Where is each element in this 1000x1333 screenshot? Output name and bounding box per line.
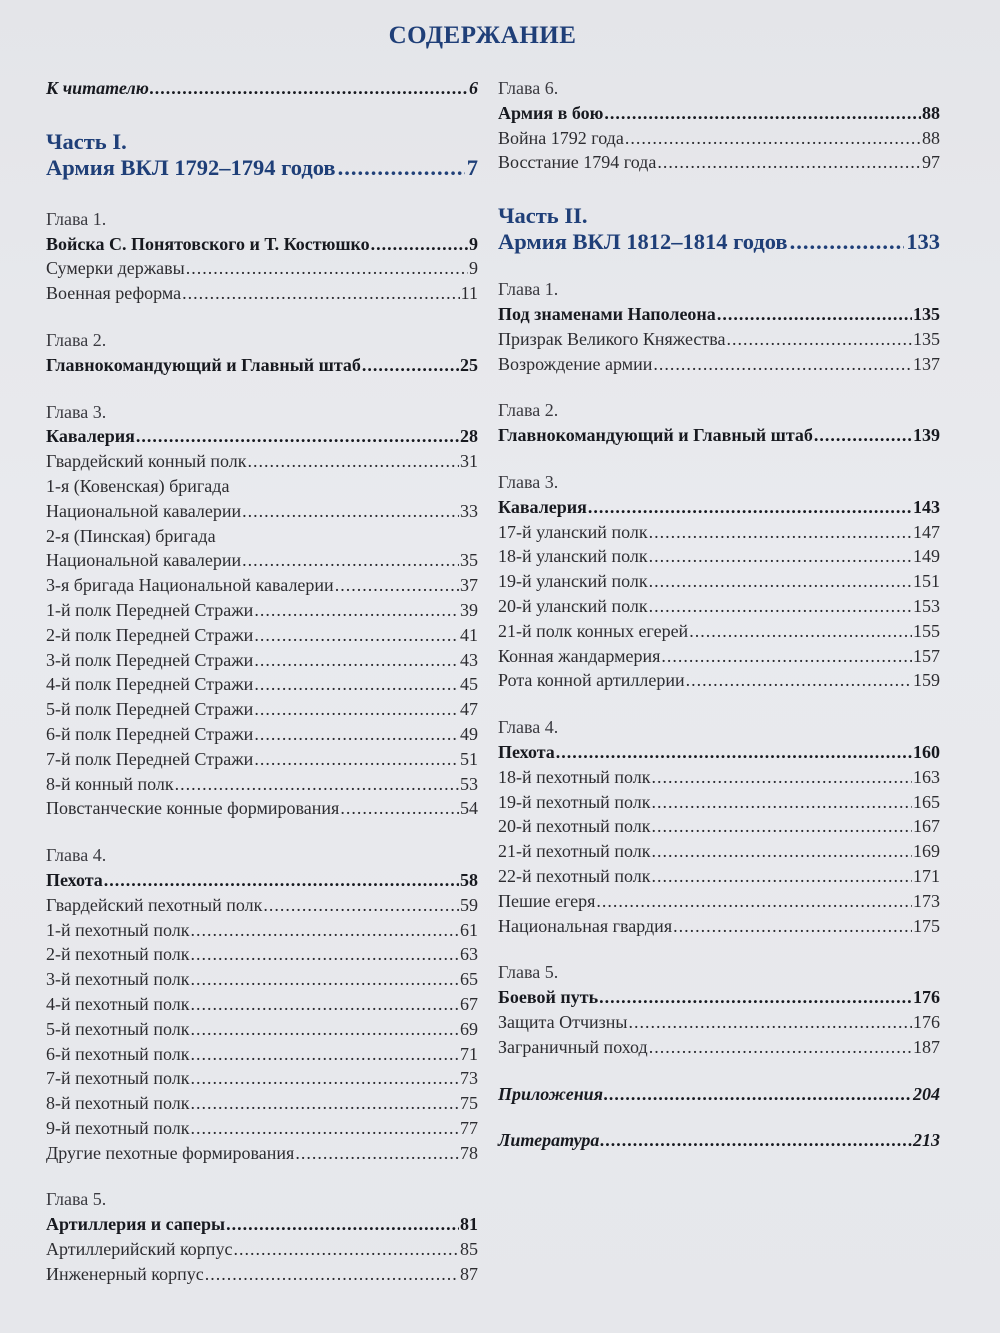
toc-entry-label: Национальная гвардия (498, 915, 673, 936)
chapter-label: Глава 1. (498, 279, 559, 300)
toc-entry-page: 49 (460, 723, 478, 744)
toc-entry[interactable] (498, 544, 940, 569)
toc-entry-label: Национальной кавалерии (46, 550, 242, 571)
chapter-entries (498, 495, 940, 693)
toc-entry-page: 87 (460, 1263, 478, 1284)
toc-entry-label: Кавалерия (46, 426, 135, 447)
toc-entry[interactable] (498, 765, 940, 790)
toc-entry[interactable] (498, 126, 940, 151)
toc-entry-page: 69 (460, 1018, 478, 1039)
toc-entry-page: 71 (460, 1043, 478, 1064)
toc-entry-page: 58 (460, 869, 478, 890)
dot-leader (190, 918, 459, 943)
toc-entry-page: 139 (913, 425, 940, 446)
chapter-entries (498, 423, 940, 448)
dot-leader (182, 281, 460, 306)
dot-leader (242, 548, 459, 573)
toc-entry-label: Приложения (498, 1083, 603, 1104)
toc-entry-label: К читателю (46, 78, 149, 98)
toc-entry[interactable] (46, 353, 478, 378)
toc-entry-label: Национальной кавалерии (46, 500, 242, 521)
dot-leader (362, 353, 459, 378)
dot-leader (625, 126, 921, 151)
dot-leader (190, 1116, 459, 1141)
toc-entry-page: 77 (460, 1117, 478, 1138)
toc-entry-page: 159 (913, 670, 940, 691)
dot-leader (254, 747, 459, 772)
toc-entry[interactable] (46, 722, 478, 747)
toc-entry-page: 53 (460, 773, 478, 794)
toc-entry-page: 65 (460, 969, 478, 990)
toc-entry[interactable] (46, 232, 478, 257)
toc-left-column (46, 76, 478, 1287)
toc-entry[interactable] (498, 668, 940, 693)
toc-entry[interactable] (498, 302, 940, 327)
toc-entry-label: Защита Отчизны (498, 1011, 628, 1032)
toc-entry-label: 3-я бригада Национальной кавалерии (46, 575, 334, 596)
dot-leader (254, 672, 459, 697)
toc-entry-label: 21-й пехотный полк (498, 841, 651, 862)
toc-entry-page: 176 (913, 1011, 940, 1032)
toc-entry-label: 19-й уланский полк (498, 571, 648, 592)
toc-entry-label: Войска С. Понятовского и Т. Костюшко (46, 233, 370, 254)
toc-entry-label: 18-й пехотный полк (498, 766, 651, 787)
dot-leader (790, 229, 905, 255)
toc-entry[interactable] (46, 1237, 478, 1262)
dot-leader (814, 423, 912, 448)
toc-entry-label: 6-й пехотный полк (46, 1043, 190, 1064)
toc-entry-label: 3-й полк Передней Стражи (46, 649, 254, 670)
toc-entry-label: Пешие егеря (498, 890, 596, 911)
dot-leader (150, 76, 468, 101)
dot-leader (254, 722, 459, 747)
dot-leader (190, 992, 459, 1017)
dot-leader (340, 796, 459, 821)
toc-entry-page: 157 (913, 645, 940, 666)
toc-entry-page: 28 (460, 426, 478, 447)
toc-entry-label: Артиллерийский корпус (46, 1239, 233, 1260)
chapter-label: Глава 5. (498, 962, 559, 983)
chapter-entries (498, 302, 940, 376)
dot-leader (596, 889, 912, 914)
toc-entry-label: Главнокомандующий и Главный штаб (46, 354, 361, 375)
dot-leader (599, 985, 912, 1010)
toc-entry-label: 21-й полк конных егерей (498, 620, 689, 641)
toc-entry-page: 160 (913, 741, 940, 762)
dot-leader (604, 1082, 912, 1107)
chapter-label: Глава 3. (498, 471, 559, 492)
dot-leader (247, 449, 459, 474)
chapter-entries (498, 101, 940, 175)
toc-entry[interactable] (46, 573, 478, 598)
dot-leader (190, 1091, 459, 1116)
dot-leader (651, 790, 912, 815)
toc-entry-page: 47 (460, 699, 478, 720)
toc-entry[interactable] (46, 548, 478, 573)
part-heading[interactable] (498, 203, 940, 255)
chapter-entries (46, 868, 478, 1166)
chapter-entries (498, 740, 940, 938)
toc-entry[interactable] (498, 327, 940, 352)
dot-leader (295, 1141, 459, 1166)
toc-entry-label: Артиллерия и саперы (46, 1214, 226, 1235)
toc-entry[interactable] (46, 449, 478, 474)
toc-entry-label: 20-й уланский полк (498, 595, 648, 616)
toc-entry-page: 37 (460, 575, 478, 596)
toc-entry-page: 43 (460, 649, 478, 670)
dot-leader (651, 765, 912, 790)
toc-entry[interactable] (46, 1042, 478, 1067)
toc-entry-page: 33 (460, 500, 478, 521)
toc-entry-label: Повстанческие конные формирования (46, 798, 340, 819)
dot-leader (649, 594, 912, 619)
chapter-entries (46, 424, 478, 821)
toc-entry-label: Кавалерия (498, 496, 587, 517)
toc-entry-label: Заграничный поход (498, 1036, 648, 1057)
part-title: Армия ВКЛ 1792–1794 годов (46, 154, 336, 180)
toc-entry[interactable] (498, 864, 940, 889)
toc-entry-page: 137 (913, 353, 940, 374)
part-page: 133 (906, 229, 940, 255)
toc-entry-page: 54 (460, 798, 478, 819)
toc-entry-label: Инженерный корпус (46, 1263, 204, 1284)
dot-leader (649, 544, 912, 569)
toc-entry[interactable] (498, 914, 940, 939)
dot-leader (175, 772, 459, 797)
toc-entry-page: 61 (460, 919, 478, 940)
toc-entry-label: 7-й пехотный полк (46, 1068, 190, 1089)
dot-leader (600, 1128, 912, 1153)
toc-entry-label: 20-й пехотный полк (498, 816, 651, 837)
toc-entry-page: 25 (460, 354, 478, 375)
dot-leader (136, 424, 459, 449)
dot-leader (254, 648, 459, 673)
toc-entry[interactable] (46, 796, 478, 821)
toc-entry-label: 2-й полк Передней Стражи (46, 624, 254, 645)
toc-entry[interactable] (498, 101, 940, 126)
toc-right-column (498, 76, 940, 1153)
toc-entry[interactable] (498, 740, 940, 765)
toc-entry[interactable] (498, 619, 940, 644)
chapter-label: Глава 4. (46, 845, 107, 866)
toc-entry-label: 6-й полк Передней Стражи (46, 723, 254, 744)
toc-entry-label: Гвардейский пехотный полк (46, 894, 263, 915)
toc-entry-page: 171 (913, 865, 940, 886)
dot-leader (371, 232, 468, 257)
toc-entry[interactable] (498, 569, 940, 594)
toc-entry-label: Призрак Великого Княжества (498, 328, 726, 349)
chapter-label: Глава 1. (46, 208, 107, 229)
dot-leader (649, 520, 912, 545)
dot-leader (689, 619, 912, 644)
toc-entry[interactable] (46, 256, 478, 281)
dot-leader (717, 302, 912, 327)
toc-entry-page: 167 (913, 816, 940, 837)
toc-entry[interactable] (46, 1212, 478, 1237)
toc-entry-label: Армия в бою (498, 102, 604, 123)
toc-entry[interactable] (46, 623, 478, 648)
chapter-label: Глава 3. (46, 401, 107, 422)
dot-leader (604, 101, 921, 126)
toc-entry-page: 63 (460, 944, 478, 965)
dot-leader (186, 256, 468, 281)
toc-entry-label: 1-я (Ковенская) бригада (46, 475, 230, 496)
dot-leader (727, 327, 912, 352)
toc-entry[interactable] (46, 868, 478, 893)
chapter-entries (46, 353, 478, 378)
dot-leader (651, 814, 912, 839)
dot-leader (254, 598, 459, 623)
dot-leader (649, 1035, 912, 1060)
toc-entry[interactable] (498, 150, 940, 175)
toc-entry-page: 9 (469, 233, 478, 254)
part-title: Армия ВКЛ 1812–1814 годов (498, 229, 788, 255)
toc-entry[interactable] (498, 889, 940, 914)
dot-leader (233, 1237, 459, 1262)
toc-entry-appendix[interactable] (498, 1082, 940, 1107)
toc-entry[interactable] (46, 747, 478, 772)
toc-entry[interactable] (46, 648, 478, 673)
toc-entry-page: 135 (913, 328, 940, 349)
toc-entry[interactable] (498, 423, 940, 448)
dot-leader (338, 155, 465, 181)
toc-entry-label: Военная реформа (46, 283, 182, 304)
toc-entry-label: 1-й полк Передней Стражи (46, 599, 254, 620)
dot-leader (254, 697, 459, 722)
toc-entry[interactable] (498, 1010, 940, 1035)
toc-entry-page: 155 (913, 620, 940, 641)
dot-leader (651, 839, 912, 864)
toc-entry-literature[interactable] (498, 1128, 940, 1153)
part-number: Часть I. (46, 128, 127, 154)
toc-entry-label: Другие пехотные формирования (46, 1142, 295, 1163)
toc-entry-page: 143 (913, 496, 940, 517)
toc-entry-label: Под знаменами Наполеона (498, 303, 716, 324)
dot-leader (556, 740, 912, 765)
toc-entry-page: 81 (460, 1214, 478, 1235)
dot-leader (653, 352, 912, 377)
toc-entry-label: 8-й пехотный полк (46, 1093, 190, 1114)
toc-entry-page: 45 (460, 674, 478, 695)
toc-entry[interactable] (46, 474, 478, 499)
toc-entry[interactable] (498, 352, 940, 377)
toc-entry[interactable] (46, 992, 478, 1017)
chapter-entries (46, 232, 478, 306)
toc-entry[interactable] (46, 1141, 478, 1166)
toc-entry-label: 4-й полк Передней Стражи (46, 674, 254, 695)
toc-entry-page: 59 (460, 894, 478, 915)
toc-entry-label: Пехота (498, 741, 555, 762)
toc-entry-page: 151 (913, 571, 940, 592)
toc-entry-page: 169 (913, 841, 940, 862)
dot-leader (190, 942, 459, 967)
toc-entry[interactable] (498, 985, 940, 1010)
toc-entry-label: Пехота (46, 869, 103, 890)
toc-entry-page: 41 (460, 624, 478, 645)
dot-leader (104, 868, 459, 893)
toc-entry[interactable] (498, 644, 940, 669)
toc-entry-page: 204 (913, 1083, 940, 1104)
toc-entry[interactable] (46, 1091, 478, 1116)
toc-entry[interactable] (46, 1262, 478, 1287)
toc-entry-label: Рота конной артиллерии (498, 670, 685, 691)
dot-leader (335, 573, 459, 598)
toc-entry[interactable] (46, 918, 478, 943)
toc-entry-page: 35 (460, 550, 478, 571)
part-heading[interactable] (46, 129, 478, 181)
chapter-entries (498, 985, 940, 1059)
chapter-entries (46, 1212, 478, 1286)
toc-entry-page: 163 (913, 766, 940, 787)
toc-entry-page: 213 (913, 1130, 940, 1151)
toc-entry[interactable] (498, 1035, 940, 1060)
toc-entry-label: Возрождение армии (498, 353, 653, 374)
dot-leader (190, 1066, 459, 1091)
toc-entry-page: 147 (913, 521, 940, 542)
toc-entry-page: 73 (460, 1068, 478, 1089)
dot-leader (242, 499, 459, 524)
toc-entry-page: 78 (460, 1142, 478, 1163)
dot-leader (661, 644, 912, 669)
toc-entry-label: 4-й пехотный полк (46, 993, 190, 1014)
dot-leader (254, 623, 459, 648)
chapter-label: Глава 6. (498, 78, 559, 98)
toc-entry[interactable] (46, 1116, 478, 1141)
dot-leader (226, 1212, 459, 1237)
toc-entry-label: Гвардейский конный полк (46, 451, 247, 472)
toc-entry-page: 31 (460, 451, 478, 472)
toc-entry-label: 5-й пехотный полк (46, 1018, 190, 1039)
toc-entry-label: Восстание 1794 года (498, 152, 657, 173)
toc-entry-page: 85 (460, 1239, 478, 1260)
dot-leader (263, 893, 459, 918)
dot-leader (628, 1010, 912, 1035)
toc-entry[interactable] (46, 697, 478, 722)
chapter-label: Глава 4. (498, 717, 559, 738)
chapter-label: Глава 2. (46, 329, 107, 350)
dot-leader (190, 1017, 459, 1042)
chapter-label: Глава 2. (498, 400, 559, 421)
toc-entry-label: 17-й уланский полк (498, 521, 648, 542)
dot-leader (588, 495, 912, 520)
toc-entry[interactable] (46, 942, 478, 967)
toc-entry-page: 11 (460, 283, 478, 304)
dot-leader (190, 967, 459, 992)
toc-entry-page: 6 (469, 78, 478, 98)
toc-entry-label: Конная жандармерия (498, 645, 661, 666)
dot-leader (190, 1042, 459, 1067)
toc-entry-page: 67 (460, 993, 478, 1014)
toc-entry[interactable] (498, 814, 940, 839)
dot-leader (657, 150, 921, 175)
toc-entry-page: 187 (913, 1036, 940, 1057)
toc-entry-label: 2-й пехотный полк (46, 944, 190, 965)
toc-entry-label: 1-й пехотный полк (46, 919, 190, 940)
toc-entry-page: 88 (922, 127, 940, 148)
toc-entry-label: Боевой путь (498, 987, 599, 1008)
toc-entry-label: Сумерки державы (46, 258, 185, 279)
toc-entry-label: Литература (498, 1130, 600, 1151)
toc-entry-page: 153 (913, 595, 940, 616)
toc-entry[interactable] (498, 594, 940, 619)
toc-entry[interactable] (46, 772, 478, 797)
toc-entry[interactable] (46, 967, 478, 992)
toc-entry-label: 5-й полк Передней Стражи (46, 699, 254, 720)
toc-entry[interactable] (46, 524, 478, 549)
dot-leader (649, 569, 912, 594)
toc-entry-label: 19-й пехотный полк (498, 791, 651, 812)
dot-leader (686, 668, 912, 693)
toc-entry-intro[interactable] (46, 76, 478, 101)
toc-entry[interactable] (46, 1017, 478, 1042)
toc-entry[interactable] (46, 598, 478, 623)
toc-entry-page: 39 (460, 599, 478, 620)
part-page: 7 (466, 154, 478, 180)
toc-entry-page: 9 (469, 258, 478, 279)
toc-entry[interactable] (498, 790, 940, 815)
toc-entry[interactable] (46, 1066, 478, 1091)
toc-entry-page: 97 (922, 152, 940, 173)
toc-entry-page: 176 (913, 987, 940, 1008)
toc-entry-label: 18-й уланский полк (498, 546, 648, 567)
toc-entry-label: Война 1792 года (498, 127, 624, 148)
toc-entry-page: 75 (460, 1093, 478, 1114)
dot-leader (673, 914, 912, 939)
toc-entry-page: 135 (913, 303, 940, 324)
toc-entry[interactable] (46, 672, 478, 697)
toc-entry-label: 8-й конный полк (46, 773, 174, 794)
toc-entry-label: 7-й полк Передней Стражи (46, 748, 254, 769)
toc-entry-page: 173 (913, 890, 940, 911)
toc-entry-page: 175 (913, 915, 940, 936)
toc-entry-label: Главнокомандующий и Главный штаб (498, 425, 813, 446)
dot-leader (651, 864, 912, 889)
part-number: Часть II. (498, 203, 588, 229)
toc-entry-label: 22-й пехотный полк (498, 865, 651, 886)
toc-entry[interactable] (498, 839, 940, 864)
page-title: СОДЕРЖАНИЕ (388, 22, 577, 49)
toc-entry-page: 165 (913, 791, 940, 812)
toc-entry-label: 3-й пехотный полк (46, 969, 190, 990)
toc-entry-page: 51 (460, 748, 478, 769)
toc-entry-label: 9-й пехотный полк (46, 1117, 190, 1138)
toc-entry[interactable] (498, 495, 940, 520)
chapter-label: Глава 5. (46, 1189, 107, 1210)
toc-entry-page: 88 (922, 102, 940, 123)
toc-entry[interactable] (46, 281, 478, 306)
toc-entry[interactable] (46, 499, 478, 524)
toc-entry-label: 2-я (Пинская) бригада (46, 525, 216, 546)
toc-entry[interactable] (498, 520, 940, 545)
toc-entry[interactable] (46, 893, 478, 918)
toc-entry-page: 149 (913, 546, 940, 567)
toc-entry[interactable] (46, 424, 478, 449)
dot-leader (205, 1262, 459, 1287)
